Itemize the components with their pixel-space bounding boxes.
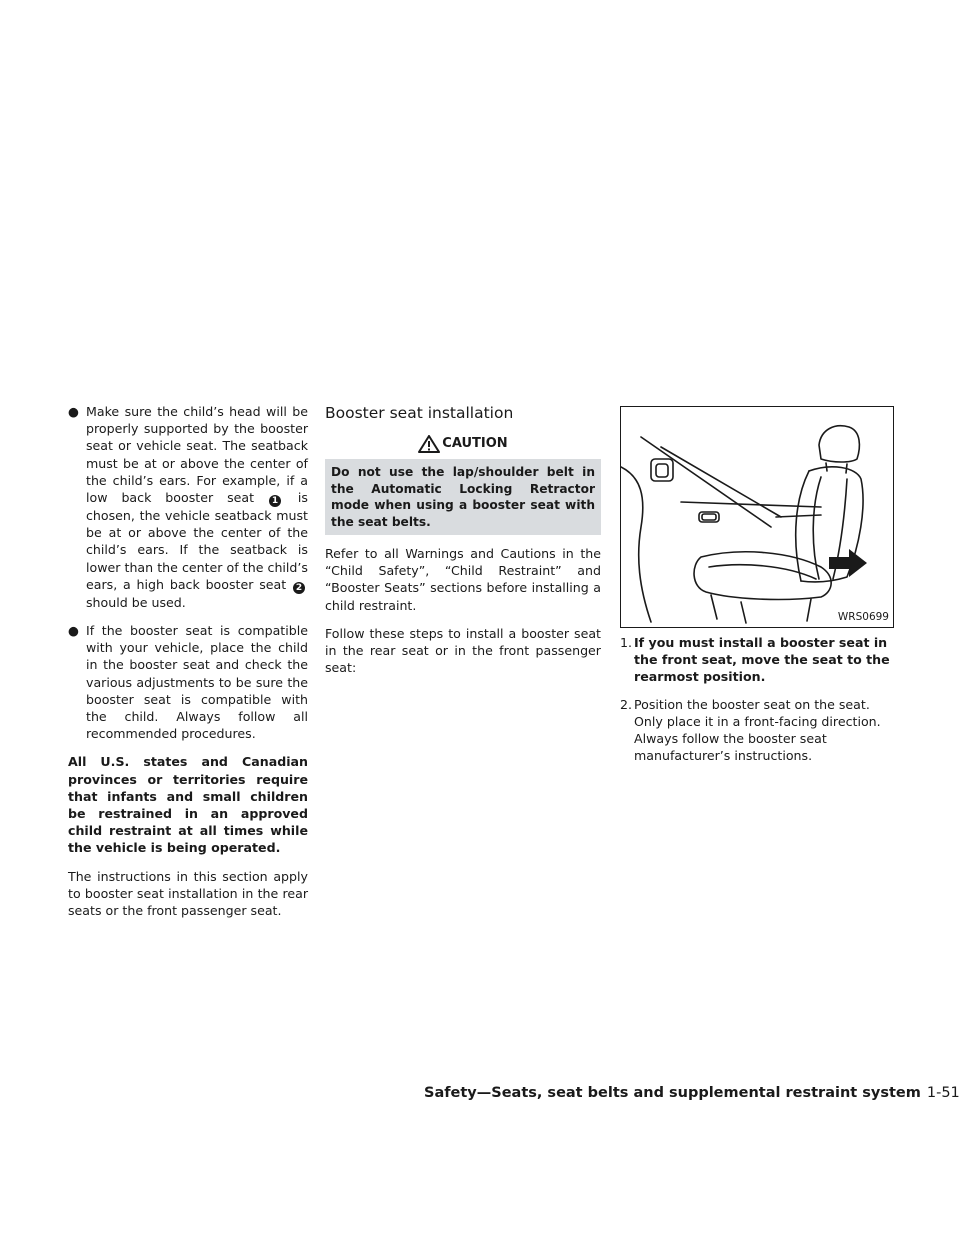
follow-steps-paragraph: Follow these steps to install a booster seat in the rear seat or in the front passenger seat: [325, 625, 601, 676]
bullet-text: If the booster seat is compatible with your vehicle, place the child in the booster seat and check the various adjustments to be sure the booster seat is compatible with the child. Always follow all recommended procedures. [86, 623, 308, 742]
page-number: 1-51 [926, 1085, 960, 1101]
column-left [68, 403, 308, 930]
bullet-item [68, 403, 308, 611]
footer-section-title: Safety—Seats, seat belts and supplemental restraint system [424, 1085, 921, 1101]
warning-triangle-icon [418, 435, 440, 453]
bullet-marker: ● [68, 404, 79, 419]
step-item [620, 634, 896, 686]
bullet-marker: ● [68, 623, 79, 639]
step-number: 1. [620, 635, 633, 650]
bullet-text: is chosen, the vehicle seatback must be at or above the center of the child’s ears. If the seatback is lower than the center of the child’s ears, a high back booster seat [86, 490, 308, 592]
callout-number: 2 [293, 582, 305, 594]
caution-box: Do not use the lap/shoulder belt in the Automatic Locking Retractor mode when using a booster seat with the seat belts. [325, 459, 601, 535]
caution-label: CAUTION [442, 436, 508, 452]
seat-illustration [620, 406, 894, 628]
step-item [620, 696, 896, 765]
step-text: Position the booster seat on the seat. Only place it in a front-facing direction. Always follow the booster seat manufacturer’s instructions. [634, 696, 881, 764]
page-footer [424, 1085, 960, 1101]
step-number: 2. [620, 696, 633, 712]
vehicle-seat-drawing [621, 407, 893, 627]
refer-paragraph: Refer to all Warnings and Cautions in the “Child Safety”, “Child Restraint” and “Booster Seats” sections before installing a child restraint. [325, 546, 601, 613]
bullet-text: Make sure the child’s head will be properly supported by the booster seat or vehicle seat. The seatback must be at or above the center of the child’s ears. For example, if a low back booster seat [86, 404, 308, 506]
bullet-text: should be used. [86, 594, 186, 610]
caution-header [325, 433, 601, 455]
legal-requirement-paragraph: All U.S. states and Canadian provinces or territories require that infants and small children be restrained in an approved child restraint at all times while the vehicle is being operated. [68, 754, 308, 856]
step-text: If you must install a booster seat in the front seat, move the seat to the rearmost position. [634, 635, 890, 685]
figure-code: WRS0699 [836, 609, 891, 626]
column-right [620, 406, 896, 774]
section-heading: Booster seat installation [325, 404, 514, 422]
column-middle [325, 403, 601, 687]
instructions-scope-paragraph: The instructions in this section apply to booster seat installation in the rear seats or the front passenger seat. [68, 868, 308, 919]
bullet-item [68, 622, 308, 742]
callout-number: 1 [269, 495, 281, 507]
